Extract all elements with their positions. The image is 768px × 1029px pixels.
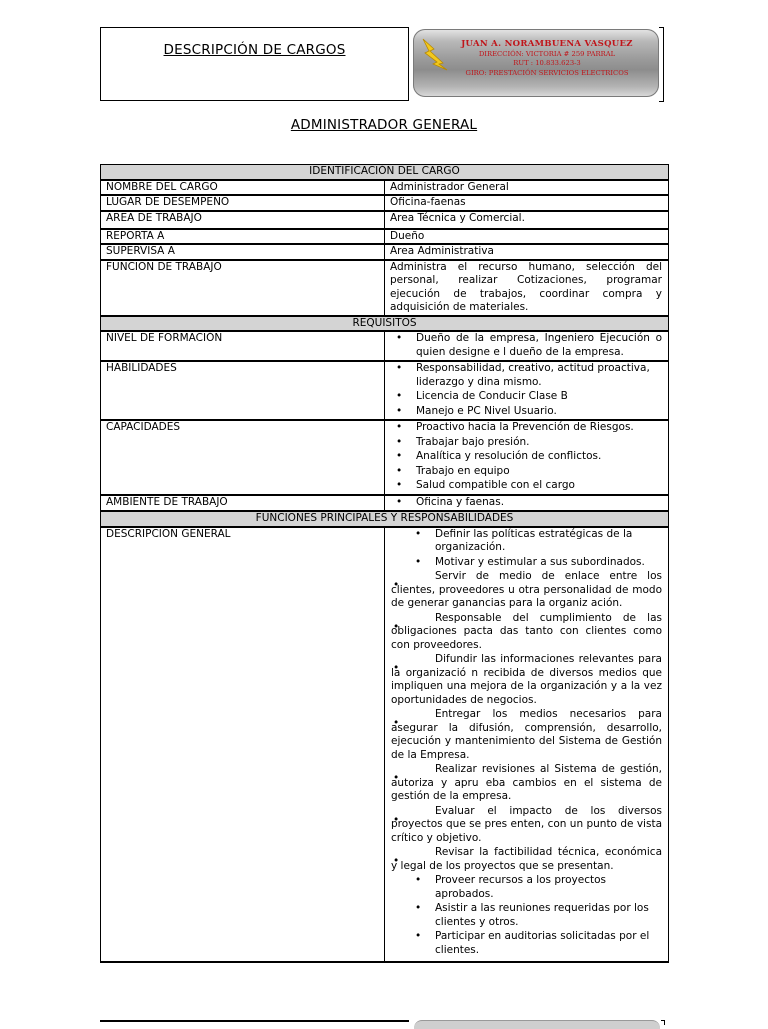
list-item: • Licencia de Conducir Clase B bbox=[416, 390, 662, 404]
requirement-list bbox=[390, 362, 662, 418]
field-label: NIVEL DE FORMACIÓN bbox=[101, 331, 385, 361]
company-logo-frame bbox=[409, 27, 665, 101]
field-value: Oficina-faenas bbox=[385, 195, 669, 211]
list-item: Servir de medio de enlace entre los clientes, proveedores u otra personalidad de modo de generar ganancias para la organiz ación. bbox=[391, 570, 662, 609]
requirement-list bbox=[390, 332, 662, 359]
field-value: Dueño bbox=[385, 229, 669, 245]
field-label: NOMBRE DEL CARGO bbox=[101, 180, 385, 196]
field-label: AMBIENTE DE TRABAJO bbox=[101, 495, 385, 512]
list-item: • Asistir a las reuniones requeridas por los clientes y otros. bbox=[435, 902, 662, 929]
list-item: • Manejo e PC Nivel Usuario. bbox=[416, 405, 662, 419]
list-item: • Trabajar bajo presión. bbox=[416, 436, 662, 450]
responsibility-list bbox=[391, 570, 662, 873]
logo-business: GIRO: PRESTACIÓN SERVICIOS ELECTRICOS bbox=[465, 68, 629, 77]
list-item: • Motivar y estimular a sus subordinados. bbox=[435, 556, 662, 570]
section-requisitos: REQUISITOS bbox=[101, 316, 669, 332]
list-item: • Analítica y resolución de conflictos. bbox=[416, 450, 662, 464]
logo-bracket bbox=[659, 27, 664, 102]
list-item: • Dueño de la empresa, Ingeniero Ejecución o quien designe e l dueño de la empresa. bbox=[416, 332, 662, 359]
list-item: Evaluar el impacto de los diversos proyectos que se pres enten, con un punto de vista crítico y objetivo. bbox=[391, 804, 662, 844]
responsibility-list bbox=[413, 874, 662, 957]
logo-address: DIRECCIÓN: VICTORIA # 259 PARRAL bbox=[478, 49, 616, 58]
list-item: • Definir las políticas estratégicas de la organización. bbox=[435, 528, 662, 555]
field-label: HABILIDADES bbox=[101, 361, 385, 420]
section-identificacion: IDENTIFICACIÓN DEL CARGO bbox=[101, 165, 669, 180]
requirement-list bbox=[390, 496, 662, 510]
list-item: • Proveer recursos a los proyectos aprobados. bbox=[435, 874, 662, 901]
list-item: • Oficina y faenas. bbox=[416, 496, 662, 510]
next-page-logo-edge bbox=[414, 1020, 660, 1029]
list-item: Responsable del cumplimiento de las obligaciones pacta das tanto con clientes como con proveedores. bbox=[391, 611, 662, 651]
field-label: DESCRIPCION GENERAL bbox=[101, 527, 385, 963]
field-value: Area Técnica y Comercial. bbox=[385, 211, 669, 229]
company-logo bbox=[413, 29, 659, 97]
next-page-bracket-edge bbox=[661, 1020, 665, 1025]
field-label: AREA DE TRABAJO bbox=[101, 211, 385, 229]
list-item: Difundir las informaciones relevantes para la organizació n recibida de diversos medios que impliquen una mejora de la organización y a la vez oportunidades de negocios. bbox=[391, 653, 662, 706]
requirement-list bbox=[390, 421, 662, 493]
field-label: REPORTA A bbox=[101, 229, 385, 245]
list-item: • Participar en auditorias solicitadas por el clientes. bbox=[435, 930, 662, 957]
field-value: Area Administrativa bbox=[385, 244, 669, 260]
section-funciones: FUNCIONES PRINCIPALES Y RESPONSABILIDADES bbox=[101, 511, 669, 527]
list-item: • Proactivo hacia la Prevención de Riesgos. bbox=[416, 421, 662, 435]
field-label: SUPERVISA A bbox=[101, 244, 385, 260]
list-item: Entregar los medios necesarios para asegurar la difusión, comprensión, desarrollo, ejecución y mantenimiento del Sistema de Gestión de la Empresa. bbox=[391, 708, 662, 761]
field-value: Administra el recurso humano, selección del personal, realizar Cotizaciones, programar ejecución de trabajos, coordinar compra y adquisición de materiales. bbox=[385, 260, 669, 316]
list-item: Revisar la factibilidad técnica, económica y legal de los proyectos que se presentan. bbox=[391, 846, 662, 872]
logo-rut: RUT : 10.833.623-3 bbox=[513, 59, 581, 67]
responsibility-list bbox=[413, 528, 662, 570]
field-label: LUGAR DE DESEMPEÑO bbox=[101, 195, 385, 211]
job-description-table bbox=[100, 164, 669, 963]
document-title: ADMINISTRADOR GENERAL bbox=[290, 117, 478, 133]
list-item: • Responsabilidad, creativo, actitud proactiva, liderazgo y dina mismo. bbox=[416, 362, 662, 389]
field-label: FUNCION DE TRABAJO bbox=[101, 260, 385, 316]
list-item: • Trabajo en equipo bbox=[416, 465, 662, 479]
field-label: CAPACIDADES bbox=[101, 420, 385, 495]
next-page-header-edge bbox=[100, 1020, 409, 1026]
list-item: Realizar revisiones al Sistema de gestión, autoriza y apru eba cambios en el sistema de gestión de la empresa. bbox=[391, 763, 662, 802]
header-title-box bbox=[100, 27, 409, 101]
list-item: • Salud compatible con el cargo bbox=[416, 479, 662, 493]
logo-company-name: JUAN A. NORAMBUENA VASQUEZ bbox=[461, 39, 633, 49]
field-value: Administrador General bbox=[385, 180, 669, 196]
header-title: DESCRIPCIÓN DE CARGOS bbox=[163, 42, 346, 58]
